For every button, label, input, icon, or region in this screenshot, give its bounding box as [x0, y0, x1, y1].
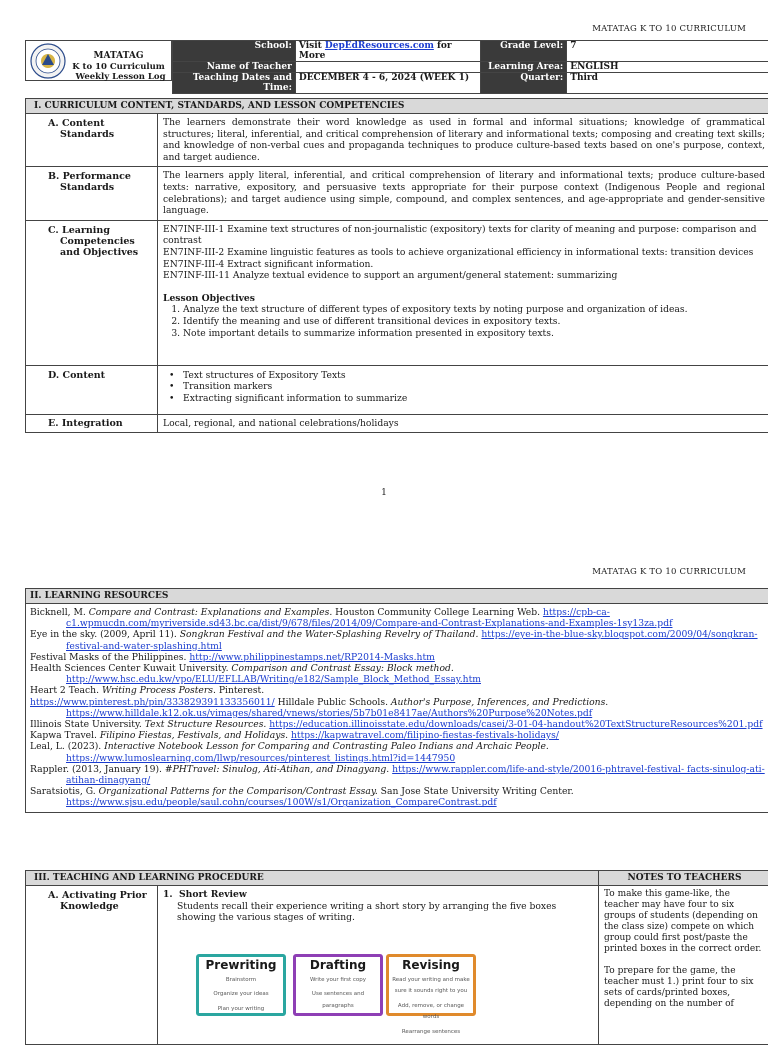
running-header-2: MATATAG K TO 10 CURRICULUM [592, 567, 746, 577]
objective-item: 1. Analyze the text structure of different types of expository texts by noting purpose and organization of ideas. [183, 304, 765, 316]
resource-link[interactable]: http://www.hsc.edu.kw/vpo/ELU/EFLLAB/Writing/e182/Sample_Block_Method_Essay.htm [66, 674, 481, 685]
teacher-value [295, 62, 480, 73]
content-standards-text: The learners demonstrate their word knowledge as used in formal and informal situations; knowledge of grammatical structures; literal, inferential, and critical comprehension of literary and informational texts; composing and creating text skills; and knowledge of non-verbal cues and propaganda techniques to produce culture-based texts based on one's purpose, context, and target audience. [158, 114, 768, 167]
competency-item: EN7INF-III-11 Analyze textual evidence to support an argument/general statement: summarizing [163, 270, 765, 282]
review-text: Students recall their experience writing a short story by arranging the five boxes showing the various stages of writing. [163, 901, 593, 924]
resource-link[interactable]: https://www.rappler.com/life-and-style/20016-phtravel-festival- facts-sinulog-ati-atihan-dinagyang/ [66, 764, 765, 786]
performance-standards-label: B. Performance Standards [26, 167, 158, 220]
resource-link[interactable]: https://education.illinoisstate.edu/downloads/casei/3-01-04-handout%20TextStructureResources%201.pdf [269, 719, 762, 730]
school-label: School: [173, 41, 296, 62]
objective-item: 2. Identify the meaning and use of different transitional devices in expository texts. [183, 316, 765, 328]
prewriting-card[interactable]: Prewriting Brainstorm Organize your ideas Plan your writing [196, 954, 286, 1016]
school-link[interactable]: DepEdResources.com [325, 41, 434, 51]
logo-line3: Weekly Lesson Log [66, 72, 175, 82]
resource-item: Festival Masks of the Philippines. http://www.philippinestamps.net/RP2014-Masks.htm [30, 652, 766, 663]
drafting-card[interactable]: Drafting Write your first copy Use sentences and paragraphs [293, 954, 383, 1016]
section-1-table [25, 98, 768, 433]
resource-item: Bicknell, M. Compare and Contrast: Explanations and Examples. Houston Community College Learning Web. https://cpb-ca-c1.wpmucdn.com/myriverside.sd43.bc.ca/dist/9/678/files/2014/09/Compare-and-Contrast-Explanations-and-Examples-1sy13za.pdf [30, 607, 766, 629]
content-item: • Transition markers [183, 381, 765, 393]
quarter-label: Quarter: [480, 73, 566, 94]
competencies-cell [158, 220, 768, 365]
section-3-table [25, 870, 768, 1045]
content-list [163, 370, 765, 405]
grade-value: 7 [567, 41, 768, 62]
resource-link[interactable]: https://eye-in-the-blue-sky.blogspot.com/2009/04/songkran-festival-and-water-splashing.html [66, 629, 758, 651]
activating-label: A. Activating Prior Knowledge [26, 886, 158, 1045]
resource-link[interactable]: https://www.lumoslearning.com/llwp/resources/pinterest_listings.html?id=1447950 [66, 753, 455, 764]
content-item: • Text structures of Expository Texts [183, 370, 765, 382]
integration-label: E. Integration [26, 414, 158, 433]
logo-title: MATATAG [66, 51, 171, 61]
integration-text: Local, regional, and national celebrations/holidays [158, 414, 768, 433]
content-standards-label: A. Content Standards [26, 114, 158, 167]
resource-link[interactable]: https://www.sjsu.edu/people/saul.cohn/courses/100W/s1/Organization_CompareContrast.pdf [66, 797, 497, 808]
resource-item: https://www.pinterest.ph/pin/333829391133356011/ Hilldale Public Schools. Author's Purpose, Inferences, and Predictions. https://www.hilldale.k12.ok.us/vimages/shared/vnews/stories/5b7b01e8417ae/Authors%20Purpose%20Notes.pdf [30, 697, 766, 719]
resource-item: Health Sciences Center Kuwait University. Comparison and Contrast Essay: Block method. http://www.hsc.edu.kw/vpo/ELU/EFLLAB/Writing/e182/Sample_Block_Method_Essay.htm [30, 663, 766, 685]
notes-paragraph: To prepare for the game, the teacher must 1.) print four to six sets of cards/printed boxes, depending on the number of [604, 966, 765, 1010]
notes-cell [599, 886, 768, 1045]
activating-cell [158, 886, 599, 1045]
content-cell [158, 365, 768, 414]
revising-card[interactable]: Revising Read your writing and make sure it sounds right to you Add, remove, or change words Rearrange sentences [386, 954, 476, 1016]
resource-item: Kapwa Travel. Filipino Fiestas, Festivals, and Holidays. https://kapwatravel.com/filipino-fiestas-festivals-holidays/ [30, 730, 766, 741]
competency-item: EN7INF-III-4 Extract significant information. [163, 259, 765, 271]
page-number: 1 [0, 488, 768, 498]
content-item: • Extracting significant information to summarize [183, 393, 765, 405]
logo-box [25, 40, 172, 81]
area-label: Learning Area: [480, 62, 566, 73]
resource-item: Heart 2 Teach. Writing Process Posters. Pinterest. [30, 685, 766, 696]
resource-item: Illinois State University. Text Structure Resources. https://education.illinoisstate.edu/downloads/casei/3-01-04-handout%20TextStructureResources%201.pdf [30, 719, 766, 730]
header-block [25, 40, 768, 82]
review-heading: 1. Short Review [163, 889, 593, 901]
resource-item: Eye in the sky. (2009, April 11). Songkran Festival and the Water-Splashing Revelry of Thailand. https://eye-in-the-blue-sky.blogspot.com/2009/04/songkran-festival-and-water-splashing.html [30, 629, 766, 651]
competencies-label: C. Learning Competencies and Objectives [26, 220, 158, 365]
competency-item: EN7INF-III-2 Examine linguistic features as tools to achieve organizational efficiency in informational texts: transition devices [163, 247, 765, 259]
section-3-title: III. TEACHING AND LEARNING PROCEDURE [26, 871, 599, 886]
resource-link[interactable]: https://www.hilldale.k12.ok.us/vimages/shared/vnews/stories/5b7b01e8417ae/Authors%20Purpose%20Notes.pdf [66, 708, 592, 719]
resource-link[interactable]: https://cpb-ca-c1.wpmucdn.com/myriverside.sd43.bc.ca/dist/9/678/files/2014/09/Compare-and-Contrast-Explanations-and-Examples-1sy13za.pdf [66, 607, 672, 629]
section-2-title: II. LEARNING RESOURCES [26, 589, 768, 604]
performance-standards-text: The learners apply literal, inferential, and critical comprehension of literary and informational texts; produce culture-based texts: narrative, expository, and persuasive texts appropriate for their purpose context (Indigenous People and regional celebrations); and target audience using simple, compound, and complex sentences, and age-appropriate and gender-sensitive language. [158, 167, 768, 220]
objectives-list [163, 304, 765, 339]
running-header: MATATAG K TO 10 CURRICULUM [592, 24, 746, 34]
header-table [172, 40, 768, 94]
content-label: D. Content [26, 365, 158, 414]
resource-link[interactable]: https://www.pinterest.ph/pin/333829391133356011/ [30, 697, 275, 708]
section-1-title: I. CURRICULUM CONTENT, STANDARDS, AND LESSON COMPETENCIES [26, 99, 768, 114]
area-value: ENGLISH [567, 62, 768, 73]
objectives-title: Lesson Objectives [163, 293, 765, 305]
resource-item: Saratsiotis, G. Organizational Patterns for the Comparison/Contrast Essay. San Jose State University Writing Center. https://www.sjsu.edu/people/saul.cohn/courses/100W/s1/Organization_CompareContrast.pdf [30, 786, 766, 808]
notes-paragraph: To make this game-like, the teacher may have four to six groups of students (depending on the class size) compete on which group could first post/paste the printed boxes in the correct order. [604, 889, 765, 955]
section-2-table [25, 588, 768, 813]
dates-label: Teaching Dates and Time: [173, 73, 296, 94]
logo-line2: K to 10 Curriculum [66, 62, 171, 72]
quarter-value: Third [567, 73, 768, 94]
resource-item: Leal, L. (2023). Interactive Notebook Lesson for Comparing and Contrasting Paleo Indians and Archaic People. https://www.lumoslearning.com/llwp/resources/pinterest_listings.html?id=1447950 [30, 741, 766, 763]
resource-link[interactable]: http://www.philippinestamps.net/RP2014-Masks.htm [189, 652, 435, 663]
deped-seal-icon [30, 43, 66, 79]
resource-link[interactable]: https://kapwatravel.com/filipino-fiestas-festivals-holidays/ [291, 730, 559, 741]
competency-item: EN7INF-III-1 Examine text structures of non-journalistic (expository) texts for clarity of meaning and purpose: comparison and contrast [163, 224, 765, 247]
resource-item: Rappler. (2013, January 19). #PHTravel: Sinulog, Ati-Atihan, and Dinagyang. https://www.rappler.com/life-and-style/20016-phtravel-festival- facts-sinulog-ati-atihan-dinagyang/ [30, 764, 766, 786]
school-value: Visit DepEdResources.com for More [295, 41, 480, 62]
teacher-label: Name of Teacher [173, 62, 296, 73]
dates-value: DECEMBER 4 - 6, 2024 (WEEK 1) [295, 73, 480, 94]
objective-item: 3. Note important details to summarize information presented in expository texts. [183, 328, 765, 340]
grade-label: Grade Level: [480, 41, 566, 62]
notes-title: NOTES TO TEACHERS [599, 871, 768, 886]
resources-cell [26, 604, 768, 813]
